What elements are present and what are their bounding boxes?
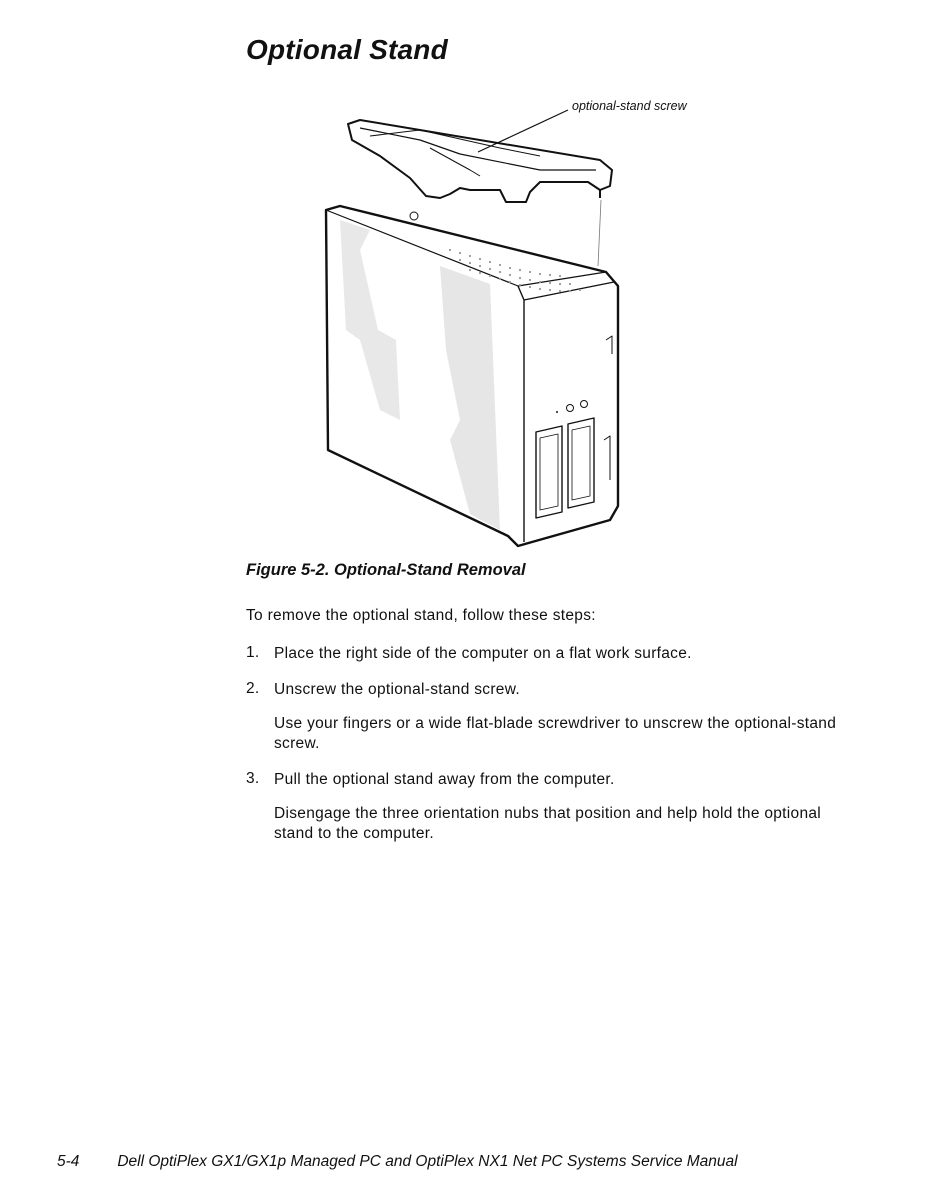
- optional-stand-drawing: [348, 120, 612, 202]
- step-note: Use your fingers or a wide flat-blade screwdriver to unscrew the optional-stand screw.: [274, 715, 837, 752]
- procedure-steps: [246, 644, 846, 844]
- step-text: Pull the optional stand away from the computer.: [274, 771, 615, 788]
- computer-tower-drawing: [326, 206, 618, 546]
- manual-title: Dell OptiPlex GX1/GX1p Managed PC and OptiPlex NX1 Net PC Systems Service Manual: [117, 1153, 738, 1170]
- step-number: 1.: [246, 644, 260, 661]
- screw-callout-label: optional-stand screw: [572, 99, 687, 113]
- page-title: Optional Stand: [246, 34, 448, 65]
- page-number: 5-4: [57, 1153, 80, 1170]
- step-text: Place the right side of the computer on a flat work surface.: [274, 645, 692, 662]
- step-note: Disengage the three orientation nubs that position and help hold the optional stand to the computer.: [274, 805, 822, 842]
- step-number: 2.: [246, 680, 260, 697]
- step-2: [246, 680, 846, 754]
- step-3: [246, 770, 846, 844]
- figure-caption: Figure 5-2. Optional-Stand Removal: [246, 561, 526, 579]
- step-number: 3.: [246, 770, 260, 787]
- optional-stand-illustration: [300, 90, 720, 560]
- step-text: Unscrew the optional-stand screw.: [274, 681, 520, 698]
- page-footer: [57, 1153, 738, 1171]
- callout-leader-line: [478, 110, 568, 152]
- step-1: [246, 644, 846, 664]
- intro-paragraph: To remove the optional stand, follow these steps:: [246, 607, 596, 624]
